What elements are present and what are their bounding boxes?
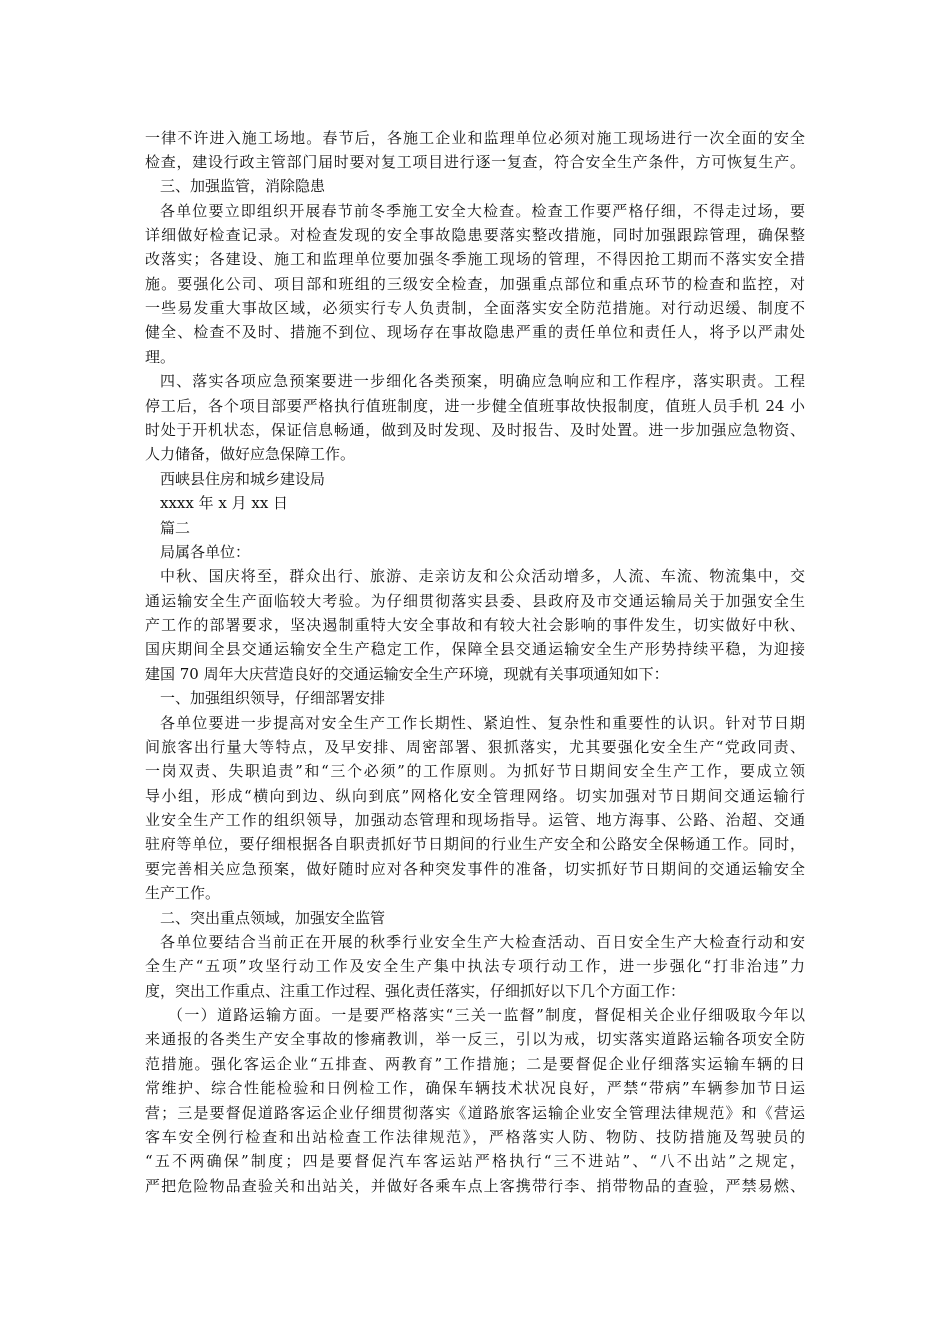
signature-date: xxxx 年 x 月 xx 日 [160,494,289,512]
text-line: 各单位要结合当前正在开展的秋季行业安全生产大检查活动、百日安全生产大检查行动和安 [160,933,805,951]
salutation: 局属各单位： [160,543,251,561]
text-line: 施。要强化公司、项目部和班组的三级安全检查，加强重点部位和重点环节的检查和监控，对 [145,275,805,293]
text-line: 停工后，各个项目部要严格执行值班制度，进一步健全值班事故快报制度，值班人员手机 24 小 [145,397,805,415]
text-line: 客车安全例行检查和出站检查工作法律规范》，严格落实人防、物防、技防措施及驾驶员的 [145,1128,805,1146]
text-line: 一岗双责、失职追责”和“三个必须”的工作原则。为抓好节日期间安全生产工作，要成立领 [145,762,805,780]
section-heading: 三、加强监管，消除隐患 [160,177,326,195]
text-line: 检查，建设行政主管部门届时要对复工项目进行逐一复查，符合安全生产条件，方可恢复生产。 [145,153,805,171]
text-line: 中秋、国庆将至，群众出行、旅游、走亲访友和公众活动增多，人流、车流、物流集中，交 [160,567,805,585]
text-line [145,1198,805,1222]
text-line: 人力储备，做好应急保障工作。 [145,445,356,463]
text-line: “五不两确保”制度；四是要督促汽车客运站严格执行“三不进站”、“八不出站”之规定， [145,1152,805,1170]
section-title: 篇二 [160,519,191,537]
text-line: 度，突出工作重点、注重工作过程、强化责任落实，仔细抓好以下几个方面工作： [145,982,686,1000]
text-line: 健全、检查不及时、措施不到位、现场存在事故隐患严重的责任单位和责任人，将予以严肃处 [145,323,805,341]
text-line: 时处于开机状态，保证信息畅通，做到及时发现、及时报告、及时处置。进一步加强应急物资、 [145,421,805,439]
text-line: （一）道路运输方面。一是要严格落实“三关一监督”制度，督促相关企业仔细吸取今年以 [168,1006,805,1024]
text-line: 要完善相关应急预案，做好随时应对各种突发事件的准备，切实抓好节日期间的交通运输安全 [145,860,805,878]
signature-organization: 西峡县住房和城乡建设局 [160,470,326,488]
text-line: 详细做好检查记录。对检查发现的安全事故隐患要落实整改措施，同时加强跟踪管理，确保整 [145,226,805,244]
text-line: 来通报的各类生产安全事故的惨痛教训，举一反三，引以为戒，切实落实道路运输各项安全防 [145,1030,805,1048]
text-line: 一律不许进入施工场地。春节后，各施工企业和监理单位必须对施工现场进行一次全面的安全 [145,129,805,147]
text-line: 各单位要立即组织开展春节前冬季施工安全大检查。检查工作要严格仔细，不得走过场，要 [160,202,805,220]
text-line: 国庆期间全县交通运输安全生产稳定工作，保障全县交通运输安全生产形势持续平稳，为迎接 [145,640,805,658]
text-line: 产工作的部署要求，坚决遏制重特大安全事故和有较大社会影响的事件发生，切实做好中秋、 [145,616,805,634]
text-line: 理。 [145,348,176,366]
text-line: 建国 70 周年大庆营造良好的交通运输安全生产环境，现就有关事项通知如下： [145,665,669,683]
text-line: 一些易发重大事故区域，必须实行专人负责制，全面落实安全防范措施。对行动迟缓、制度不 [145,299,805,317]
text-line: 各单位要进一步提高对安全生产工作长期性、紧迫性、复杂性和重要性的认识。针对节日期 [160,714,805,732]
text-line: 范措施。强化客运企业“五排查、两教育”工作措施；二是要督促企业仔细落实运输车辆的日 [145,1055,805,1073]
text-line: 营；三是要督促道路客运企业仔细贯彻落实《道路旅客运输企业安全管理法律规范》和《营运 [145,1104,805,1122]
text-line: 全生产“五项”攻坚行动工作及安全生产集中执法专项行动工作，进一步强化“打非治违”力 [145,957,805,975]
text-line: 驻府等单位，要仔细根据各自职责抓好节日期间的行业生产安全和公路安全保畅通工作。同时， [145,835,805,853]
text-line: 四、落实各项应急预案要进一步细化各类预案，明确应急响应和工作程序，落实职责。工程 [160,372,805,390]
section-heading: 二、突出重点领域，加强安全监管 [160,909,386,927]
text-line: 常维护、综合性能检验和日例检工作，确保车辆技术状况良好，严禁“带病”车辆参加节日运 [145,1079,805,1097]
text-line: 间旅客出行量大等特点，及早安排、周密部署、狠抓落实，尤其要强化安全生产“党政同责、 [145,738,805,756]
text-line: 严把危险物品查验关和出站关，并做好各乘车点上客携带行李、捎带物品的查验，严禁易燃、 [145,1177,805,1195]
text-line: 导小组，形成“横向到边、纵向到底”网格化安全管理网络。切实加强对节日期间交通运输行 [145,787,805,805]
text-line: 生产工作。 [145,884,221,902]
text-line: 业安全生产工作的组织领导，加强动态管理和现场指导。运管、地方海事、公路、治超、交通 [145,811,805,829]
text-line: 改落实；各建设、施工和监理单位要加强冬季施工现场的管理，不得因抢工期而不落实安全措 [145,250,805,268]
section-heading: 一、加强组织领导，仔细部署安排 [160,689,386,707]
text-line: 通运输安全生产面临较大考验。为仔细贯彻落实县委、县政府及市交通运输局关于加强安全生 [145,592,805,610]
